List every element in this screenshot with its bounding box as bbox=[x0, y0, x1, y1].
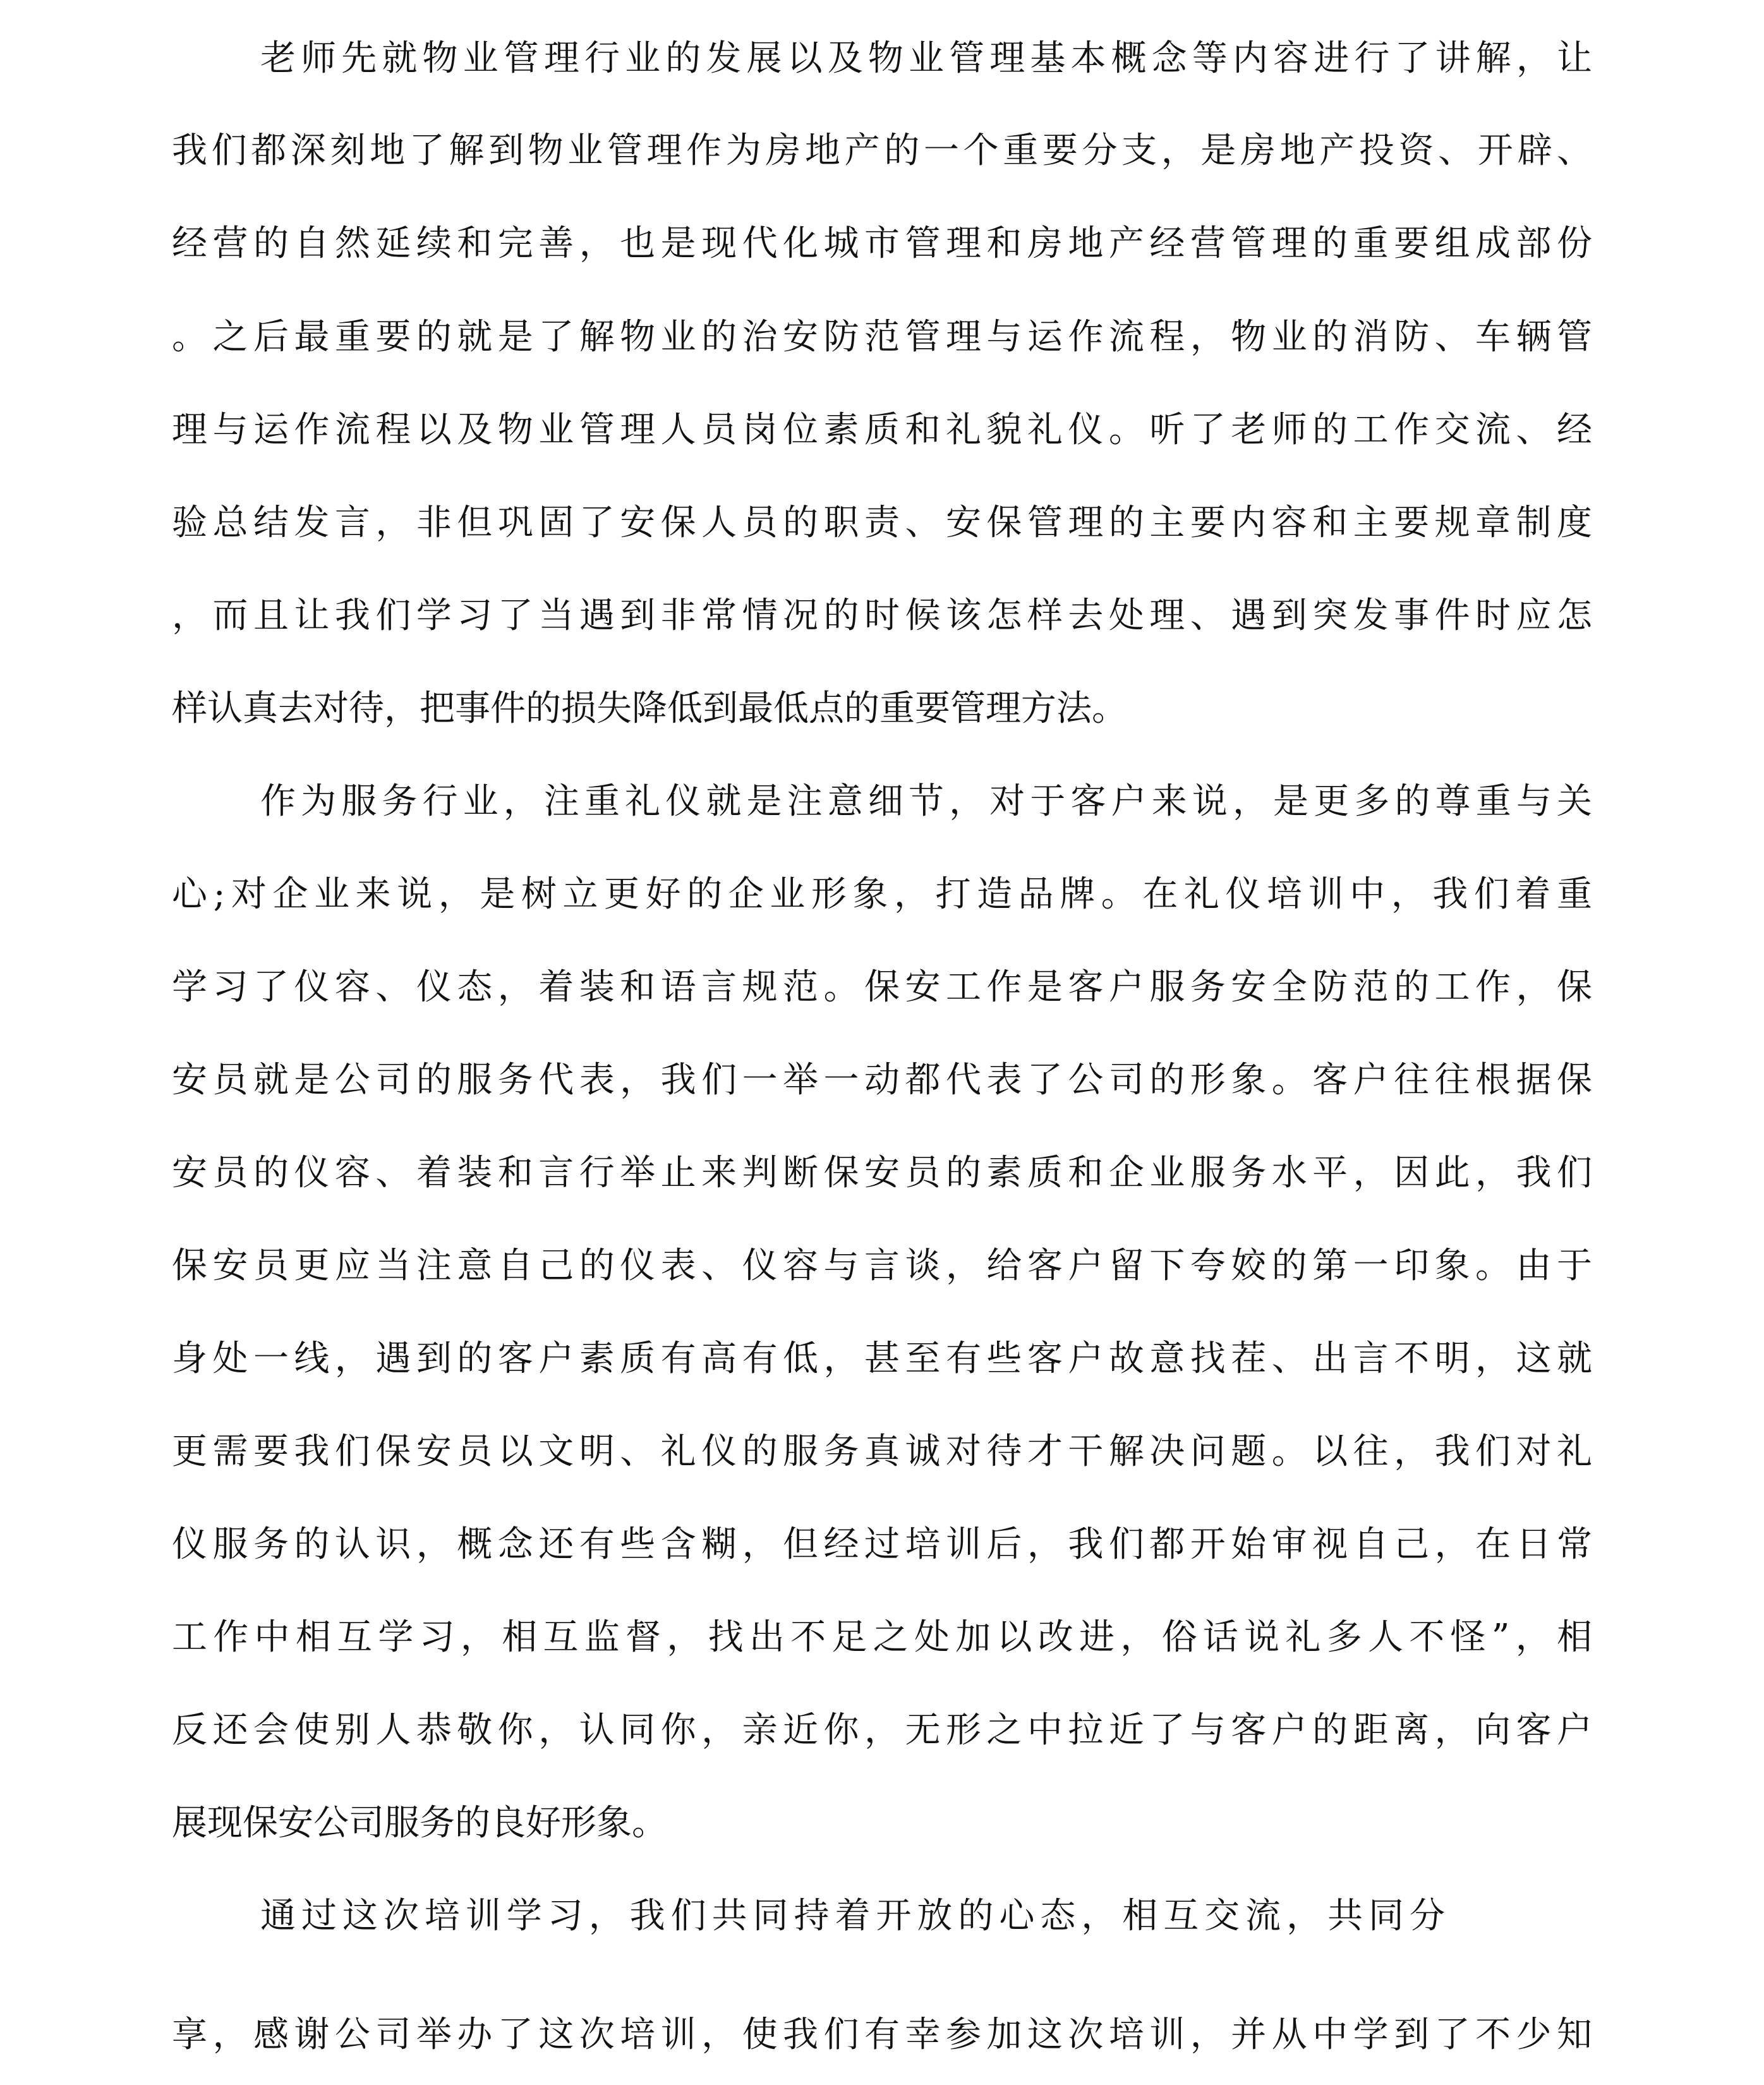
text-line: 更需要我们保安员以文明、礼仪的服务真诚对待才干解决问题。以往，我们对礼 bbox=[172, 1431, 1592, 1472]
text-line: 。之后最重要的就是了解物业的治安防范管理与运作流程，物业的消防、车辆管 bbox=[172, 317, 1592, 358]
text-line: 老师先就物业管理行业的发展以及物业管理基本概念等内容进行了讲解，让 bbox=[260, 38, 1592, 79]
text-line: 享，感谢公司举办了这次培训，使我们有幸参加这次培训，并从中学到了不少知 bbox=[172, 2014, 1592, 2055]
text-line: 通过这次培训学习，我们共同持着开放的心态，相互交流，共同分 bbox=[260, 1895, 1445, 1937]
text-line: 安员就是公司的服务代表，我们一举一动都代表了公司的形象。客户往往根据保 bbox=[172, 1060, 1592, 1101]
text-line: 样认真去对待，把事件的损失降低到最低点的重要管理方法。 bbox=[172, 688, 1127, 729]
text-line: 作为服务行业，注重礼仪就是注意细节，对于客户来说，是更多的尊重与关 bbox=[260, 781, 1592, 822]
text-line: 工作中相互学习，相互监督，找出不足之处加以改进，俗话说礼多人不怪”，相 bbox=[172, 1617, 1592, 1658]
text-line: 仪服务的认识，概念还有些含糊，但经过培训后，我们都开始审视自己，在日常 bbox=[172, 1524, 1592, 1565]
text-line: 验总结发言，非但巩固了安保人员的职责、安保管理的主要内容和主要规章制度 bbox=[172, 502, 1592, 543]
text-line: 身处一线，遇到的客户素质有高有低，甚至有些客户故意找茬、出言不明，这就 bbox=[172, 1338, 1592, 1379]
text-line: 保安员更应当注意自己的仪表、仪容与言谈，给客户留下夸姣的第一印象。由于 bbox=[172, 1245, 1592, 1286]
text-line: 理与运作流程以及物业管理人员岗位素质和礼貌礼仪。听了老师的工作交流、经 bbox=[172, 409, 1592, 450]
text-line: ，而且让我们学习了当遇到非常情况的时候该怎样去处理、遇到突发事件时应怎 bbox=[172, 595, 1592, 636]
text-line: 心;对企业来说，是树立更好的企业形象，打造品牌。在礼仪培训中，我们着重 bbox=[172, 874, 1592, 915]
text-line: 我们都深刻地了解到物业管理作为房地产的一个重要分支，是房地产投资、开辟、 bbox=[172, 130, 1592, 171]
text-line: 反还会使别人恭敬你，认同你，亲近你，无形之中拉近了与客户的距离，向客户 bbox=[172, 1710, 1592, 1751]
text-line: 展现保安公司服务的良好形象。 bbox=[172, 1803, 667, 1844]
text-line: 学习了仪容、仪态，着装和语言规范。保安工作是客户服务安全防范的工作，保 bbox=[172, 967, 1592, 1008]
text-line: 经营的自然延续和完善，也是现代化城市管理和房地产经营管理的重要组成部份 bbox=[172, 223, 1592, 264]
text-line: 安员的仪容、着装和言行举止来判断保安员的素质和企业服务水平，因此，我们 bbox=[172, 1152, 1592, 1194]
